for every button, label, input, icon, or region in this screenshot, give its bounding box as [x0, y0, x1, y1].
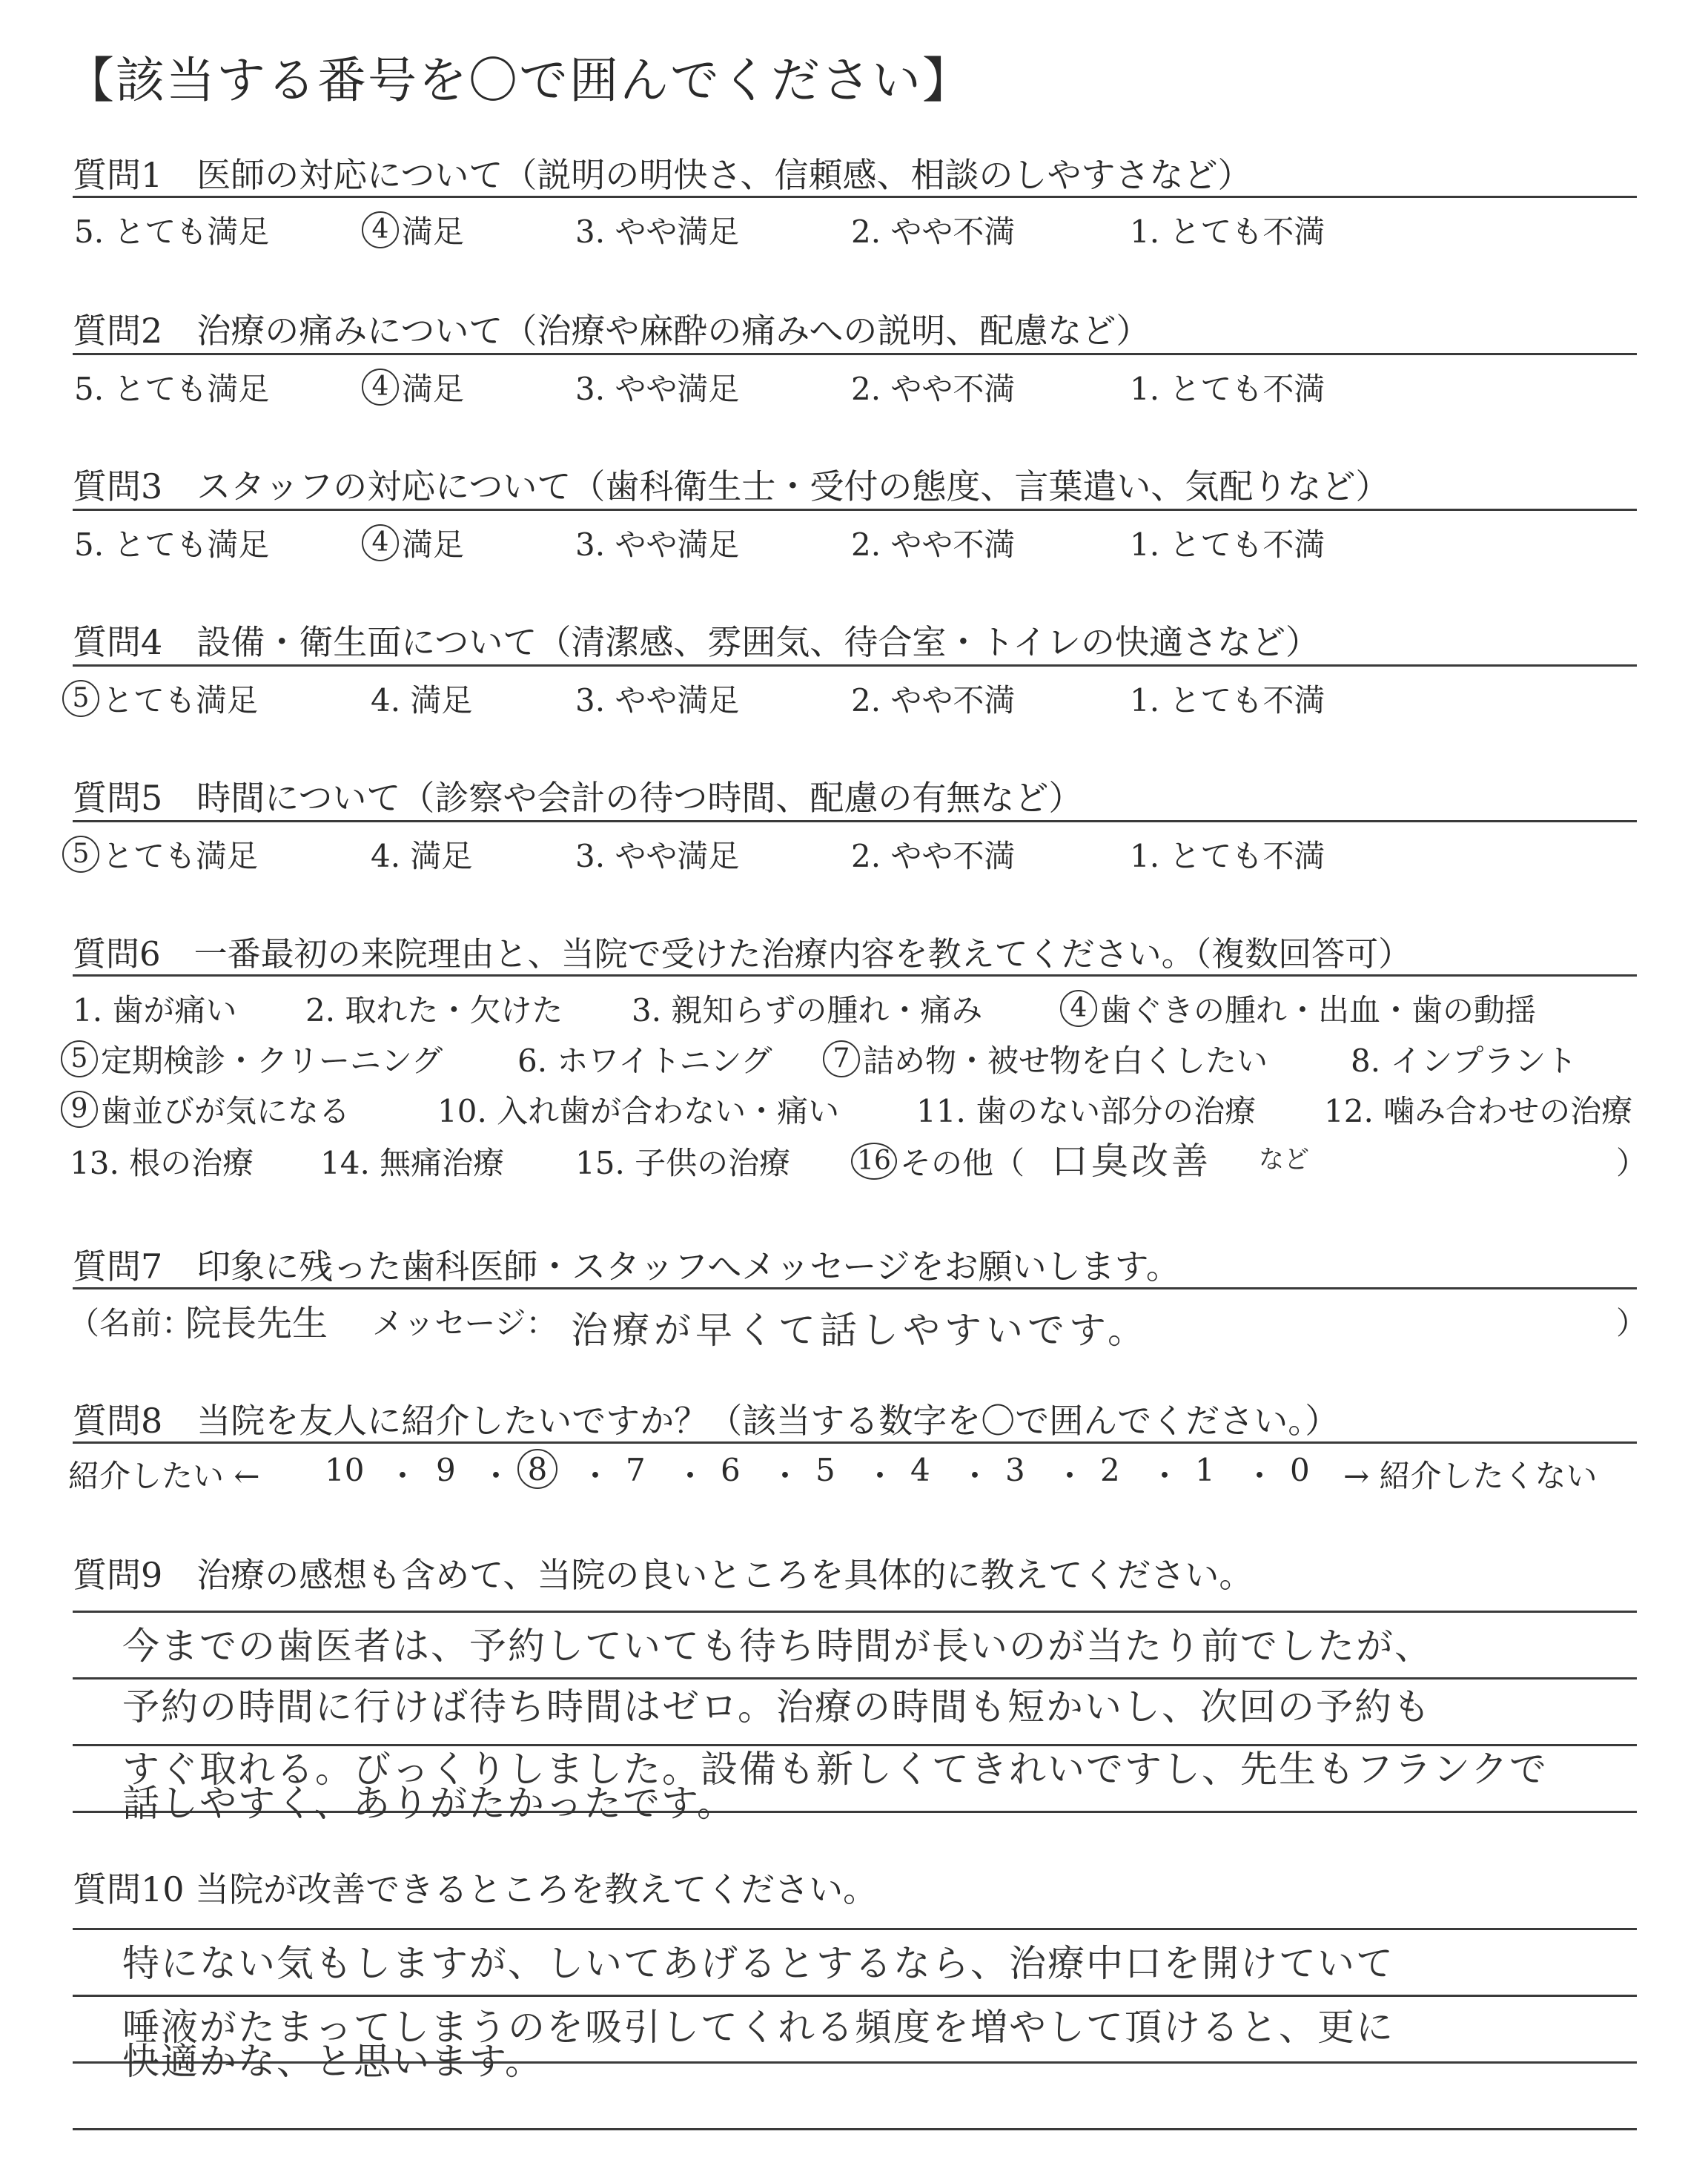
page-title: 【該当する番号を〇で囲んでください】 — [65, 52, 973, 109]
question-3-rule — [73, 509, 1637, 511]
q3-selected-number: 4 — [362, 524, 399, 561]
q6-option-7-selected[interactable] — [823, 1037, 1268, 1081]
q10-answer-line[interactable]: 快適かな、と思います。 — [122, 2040, 543, 2083]
scale-5[interactable]: 5 — [815, 1452, 835, 1488]
question-10-title: 質問10 当院が改善できるところを教えてください。 — [73, 1869, 878, 1909]
scale-1[interactable]: 1 — [1195, 1452, 1215, 1488]
q10-ruled-line — [73, 1928, 1637, 1930]
q6-option-16-selected[interactable] — [851, 1139, 1025, 1183]
q6-option-6[interactable]: 6. ホワイトニング — [517, 1043, 772, 1079]
scale-dot: ・ — [387, 1458, 419, 1494]
q5-option-2[interactable]: 2. やや不満 — [851, 838, 1016, 874]
q2-selected-number: 4 — [362, 369, 399, 406]
question-2-rule — [73, 353, 1637, 355]
q6-option-2[interactable]: 2. 取れた・欠けた — [305, 992, 563, 1028]
q2-option-3[interactable]: 3. やや満足 — [575, 371, 740, 407]
q7-name-value[interactable]: 院長先生 — [185, 1303, 328, 1344]
q6-other-label: その他（ — [900, 1145, 1025, 1181]
q6-other-value[interactable]: 口臭改善 — [1051, 1140, 1211, 1183]
q6-selected-7-number: 7 — [823, 1040, 860, 1077]
question-4-rule — [73, 664, 1637, 667]
scale-6[interactable]: 6 — [721, 1452, 741, 1488]
q6-option-9-selected[interactable] — [61, 1087, 350, 1132]
q10-answer-line[interactable]: 特にない気もしますが、しいてあげるとするなら、治療中口を開けていて — [122, 1942, 1394, 1985]
q6-selected-4-number: 4 — [1060, 990, 1097, 1027]
q4-selected-number: 5 — [62, 680, 99, 717]
question-4-title: 質問4 設備・衛生面について（清潔感、雰囲気、待合室・トイレの快適さなど） — [73, 622, 1320, 662]
scale-left-label: 紹介したい ← — [68, 1458, 260, 1494]
q2-option-1[interactable]: 1. とても不満 — [1130, 371, 1325, 407]
q10-answer-line[interactable]: 唾液がたまってしまうのを吸引してくれる頻度を増やして頂けると、更に — [122, 2006, 1394, 2049]
q5-selected-number: 5 — [62, 836, 99, 873]
q6-other-close: ） — [1616, 1145, 1648, 1181]
q6-selected-9-number: 9 — [61, 1091, 98, 1128]
question-7-title: 質問7 印象に残った歯科医師・スタッフへメッセージをお願いします。 — [73, 1246, 1180, 1287]
q9-answer-line[interactable]: すぐ取れる。びっくりしました。設備も新しくてきれいですし、先生もフランクで — [122, 1748, 1548, 1791]
q5-option-3[interactable]: 3. やや満足 — [575, 838, 740, 874]
q4-option-3[interactable]: 3. やや満足 — [575, 682, 740, 719]
q5-option-1[interactable]: 1. とても不満 — [1130, 838, 1325, 874]
scale-0[interactable]: 0 — [1290, 1452, 1310, 1488]
scale-dot: ・ — [769, 1458, 801, 1494]
question-8-title: 質問8 当院を友人に紹介したいですか？（該当する数字を〇で囲んでください。） — [73, 1401, 1340, 1441]
q6-option-14[interactable]: 14. 無痛治療 — [320, 1145, 505, 1181]
q1-selected-label: 満足 — [402, 214, 465, 250]
scale-right-label: → 紹介したくない — [1343, 1458, 1598, 1494]
q9-answer-line[interactable]: 今までの歯医者は、予約していても待ち時間が長いのが当たり前でしたが、 — [122, 1625, 1433, 1668]
q1-selected-number: 4 — [362, 211, 399, 248]
q6-selected-4-label: 歯ぐきの腫れ・出血・歯の動揺 — [1100, 992, 1537, 1028]
question-5-title: 質問5 時間について（診察や会計の待つ時間、配慮の有無など） — [73, 778, 1083, 818]
q6-option-1[interactable]: 1. 歯が痛い — [73, 992, 237, 1028]
scale-dot: ・ — [1149, 1458, 1181, 1494]
q4-option-4[interactable]: 4. 満足 — [371, 682, 473, 719]
scale-dot: ・ — [959, 1458, 991, 1494]
q3-selected-label: 満足 — [402, 526, 465, 563]
scale-dot: ・ — [1244, 1458, 1276, 1494]
q3-option-5[interactable]: 5. とても満足 — [74, 526, 270, 563]
q3-option-4-selected[interactable] — [362, 521, 464, 565]
scale-7[interactable]: 7 — [626, 1452, 646, 1488]
question-8-rule — [73, 1441, 1637, 1444]
q9-answer-line[interactable]: 予約の時間に行けば待ち時間はゼロ。治療の時間も短かいし、次回の予約も — [122, 1685, 1431, 1728]
q1-option-4-selected[interactable] — [362, 208, 464, 252]
q6-selected-7-label: 詰め物・被せ物を白くしたい — [863, 1043, 1268, 1079]
q5-option-5-selected[interactable] — [62, 832, 258, 876]
q1-option-3[interactable]: 3. やや満足 — [575, 214, 740, 250]
question-2-title: 質問2 治療の痛みについて（治療や麻酔の痛みへの説明、配慮など） — [73, 311, 1151, 351]
q7-close-paren: ） — [1616, 1305, 1648, 1341]
scale-dot: ・ — [580, 1458, 612, 1494]
scale-dot: ・ — [675, 1458, 706, 1494]
question-7-rule — [73, 1287, 1637, 1289]
q1-option-2[interactable]: 2. やや不満 — [851, 214, 1016, 250]
scale-dot: ・ — [1054, 1458, 1086, 1494]
q3-option-1[interactable]: 1. とても不満 — [1130, 526, 1325, 563]
q6-selected-5-number: 5 — [61, 1040, 98, 1077]
q10-ruled-line — [73, 1995, 1637, 1997]
q4-option-1[interactable]: 1. とても不満 — [1130, 682, 1325, 719]
scale-dot: ・ — [480, 1458, 512, 1494]
q6-option-3[interactable]: 3. 親知らずの腫れ・痛み — [632, 992, 983, 1028]
q6-selected-5-label: 定期検診・クリーニング — [101, 1043, 443, 1079]
q4-selected-label: とても満足 — [102, 682, 259, 719]
q1-option-5[interactable]: 5. とても満足 — [74, 214, 270, 250]
q7-name-label: （名前： — [68, 1305, 193, 1341]
q2-option-5[interactable]: 5. とても満足 — [74, 371, 270, 407]
scale-3[interactable]: 3 — [1005, 1452, 1025, 1488]
q7-message-value[interactable]: 治療が早くて話しやすいです。 — [571, 1309, 1149, 1352]
q5-option-4[interactable]: 4. 満足 — [371, 838, 473, 874]
q6-option-4-selected[interactable] — [1060, 986, 1536, 1031]
q6-option-15[interactable]: 15. 子供の治療 — [575, 1145, 791, 1181]
question-3-title: 質問3 スタッフの対応について（歯科衛生士・受付の態度、言葉遣い、気配りなど） — [73, 466, 1390, 506]
scale-4[interactable]: 4 — [910, 1452, 930, 1488]
question-6-title: 質問6 一番最初の来院理由と、当院で受けた治療内容を教えてください。（複数回答可） — [73, 934, 1412, 974]
q6-selected-9-label: 歯並びが気になる — [101, 1093, 351, 1129]
q5-selected-label: とても満足 — [102, 838, 259, 874]
q9-ruled-line — [73, 1611, 1637, 1613]
q4-option-2[interactable]: 2. やや不満 — [851, 682, 1016, 719]
scale-dot: ・ — [864, 1458, 896, 1494]
scale-9[interactable]: 9 — [436, 1452, 456, 1488]
scale-2[interactable]: 2 — [1100, 1452, 1120, 1488]
q10-ruled-line — [73, 2128, 1637, 2130]
q2-option-2[interactable]: 2. やや不満 — [851, 371, 1016, 407]
q3-option-2[interactable]: 2. やや不満 — [851, 526, 1016, 563]
question-1-rule — [73, 196, 1637, 198]
scale-10[interactable]: 10 — [325, 1452, 365, 1488]
q6-option-12[interactable]: 12. 噛み合わせの治療 — [1324, 1093, 1633, 1129]
q7-message-label: メッセージ： — [372, 1305, 557, 1341]
q2-selected-label: 満足 — [402, 371, 465, 407]
q4-option-5-selected[interactable] — [62, 676, 258, 721]
question-1-title: 質問1 医師の対応について（説明の明快さ、信頼感、相談のしやすさなど） — [73, 155, 1252, 195]
question-6-rule — [73, 974, 1637, 977]
q9-answer-line[interactable]: 話しやすく、ありがたかったです。 — [122, 1782, 735, 1825]
q2-option-4-selected[interactable] — [362, 365, 464, 409]
scale-8-selected[interactable]: 8 — [517, 1449, 557, 1489]
q3-option-3[interactable]: 3. やや満足 — [575, 526, 740, 563]
q6-option-11[interactable]: 11. 歯のない部分の治療 — [916, 1093, 1257, 1129]
q6-option-13[interactable]: 13. 根の治療 — [70, 1145, 254, 1181]
q6-option-8[interactable]: 8. インプラント — [1351, 1043, 1578, 1079]
question-9-title: 質問9 治療の感想も含めて、当院の良いところを具体的に教えてください。 — [73, 1555, 1254, 1595]
q1-option-1[interactable]: 1. とても不満 — [1130, 214, 1325, 250]
q6-option-10[interactable]: 10. 入れ歯が合わない・痛い — [437, 1093, 840, 1129]
q6-selected-16-number: 16 — [851, 1143, 897, 1180]
q6-option-5-selected[interactable] — [61, 1037, 443, 1081]
question-5-rule — [73, 820, 1637, 822]
q6-other-suffix: など — [1259, 1145, 1309, 1175]
